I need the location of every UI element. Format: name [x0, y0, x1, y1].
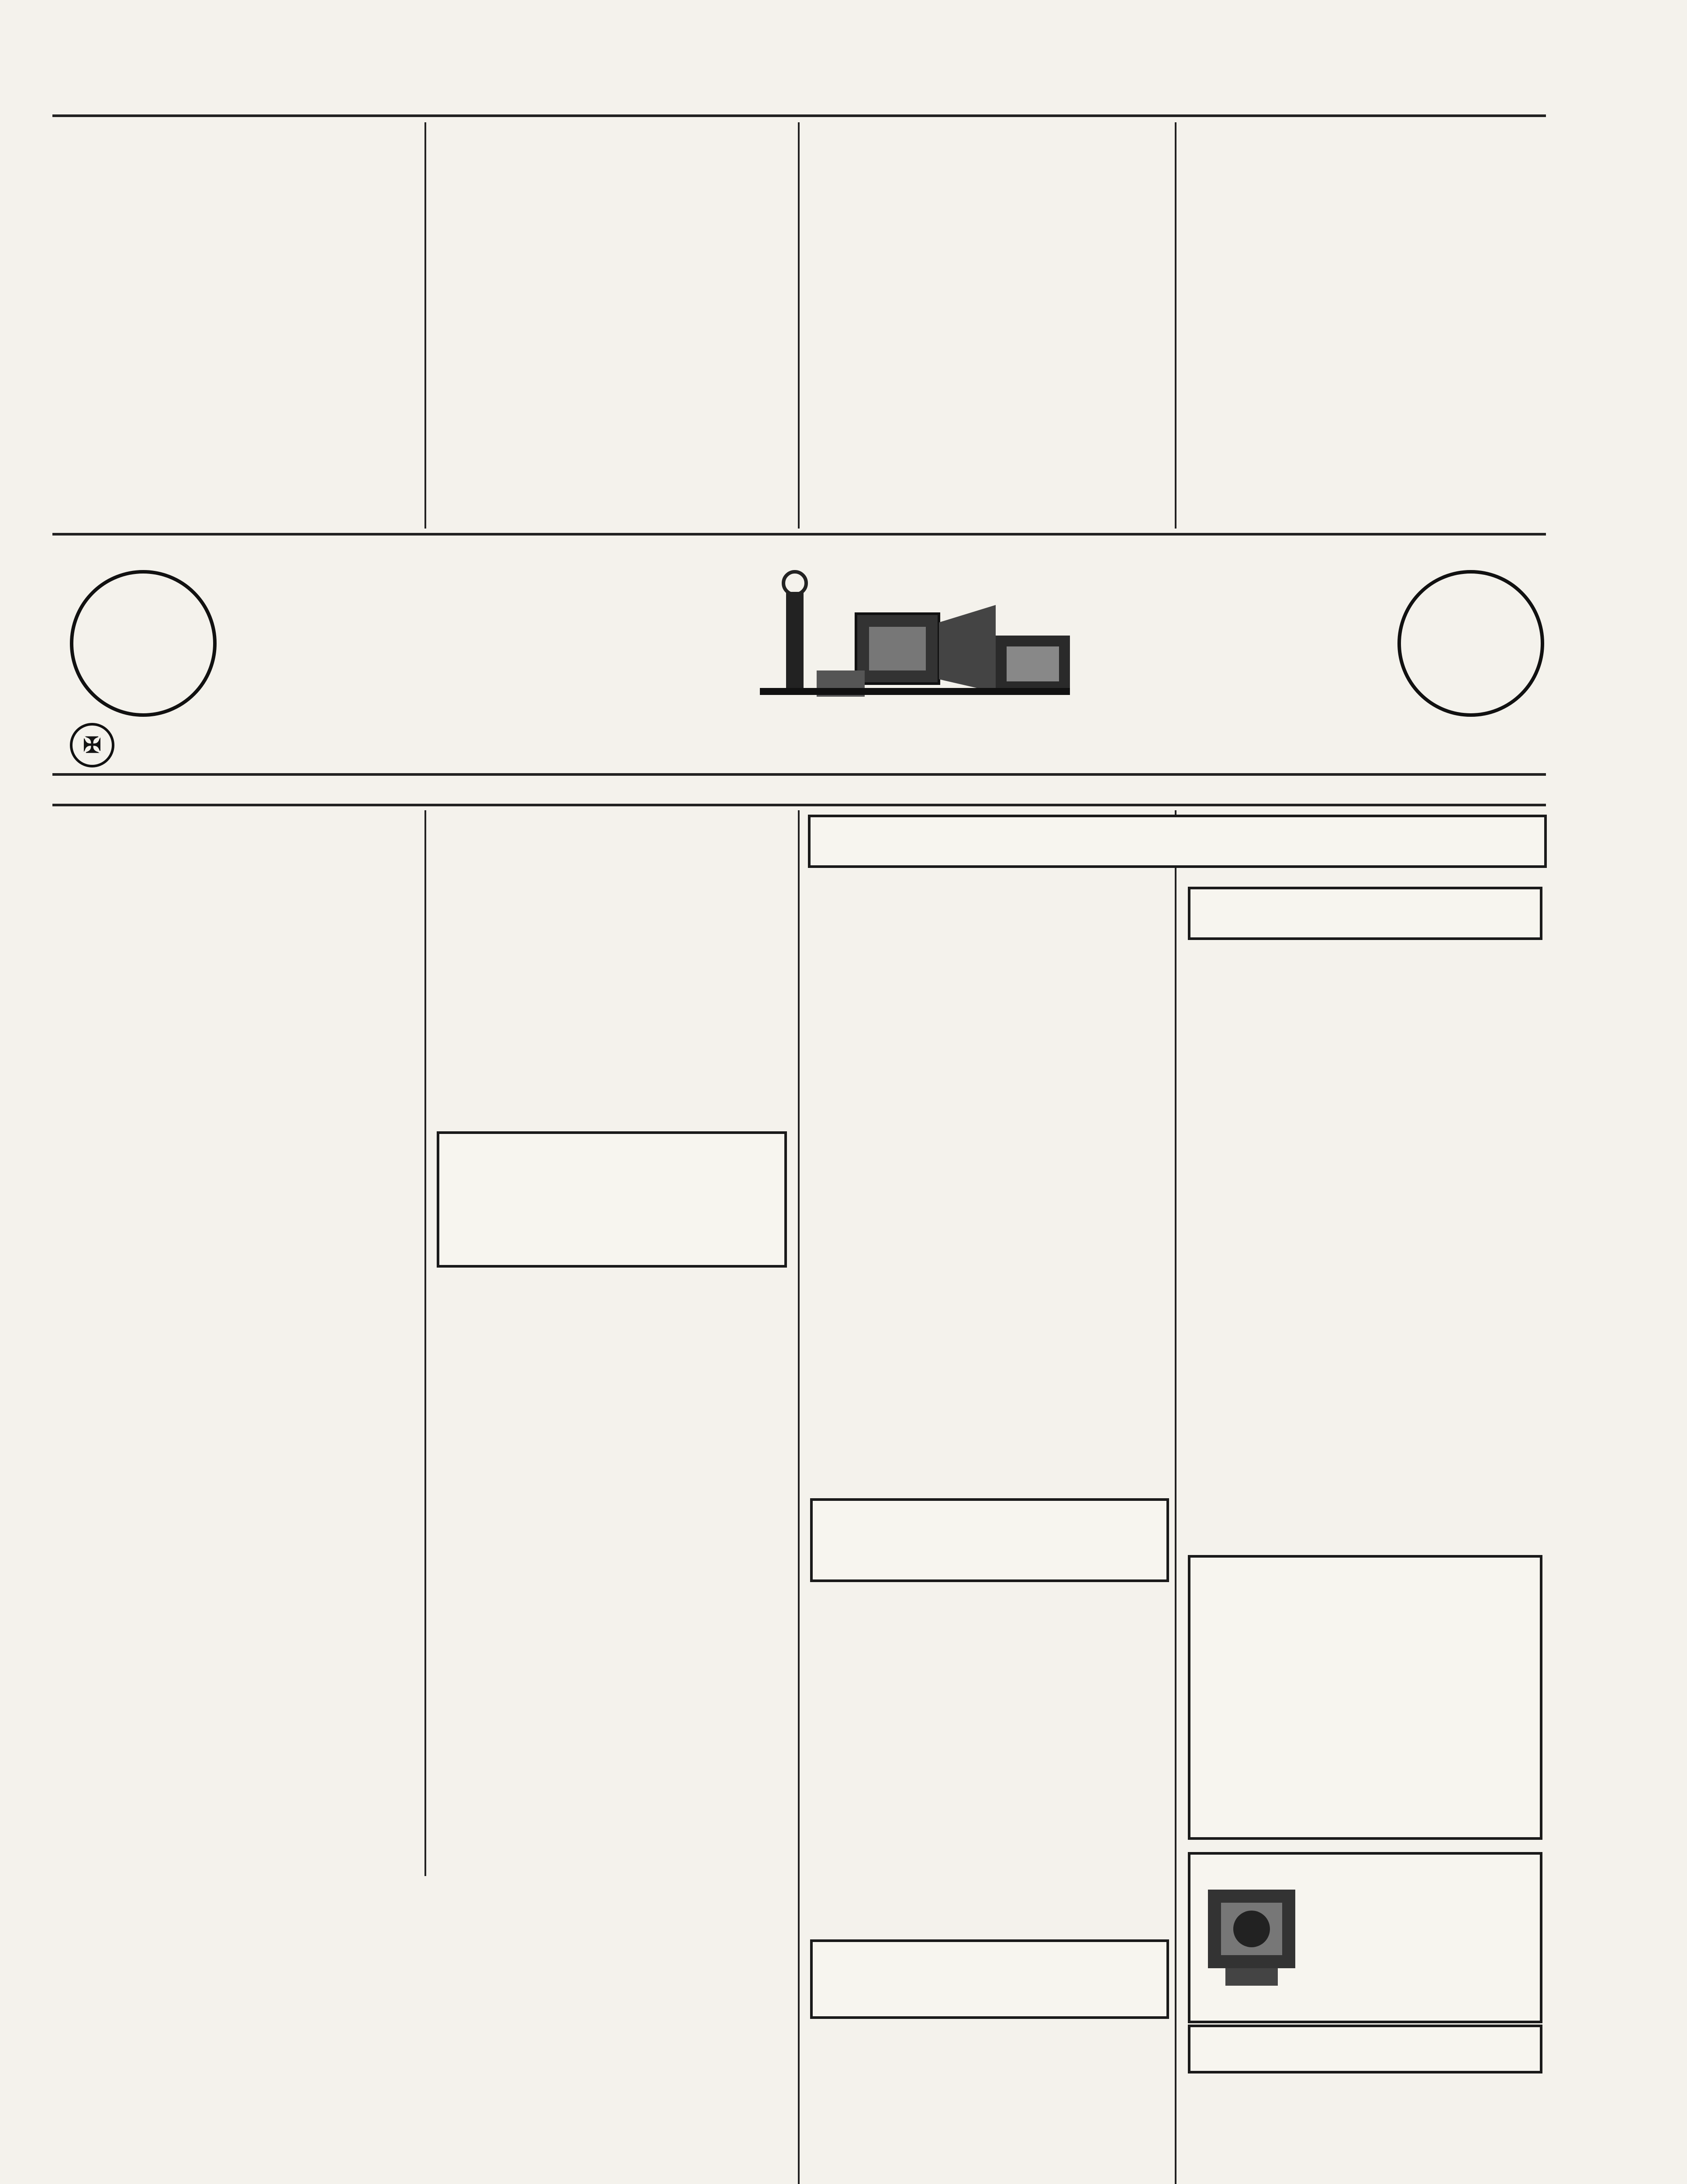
subtitle-rule	[52, 804, 1546, 806]
ad-lichtbildkunde	[1188, 1555, 1542, 1840]
column-kleine-mitteilungen	[57, 127, 415, 134]
photo-ecke-banner	[52, 539, 1546, 784]
column-divider	[798, 122, 800, 529]
column-divider	[424, 122, 426, 529]
column-reisebriefkasten	[1183, 127, 1546, 134]
section-praxis	[806, 1586, 1168, 1591]
section-boerse	[1183, 2075, 1546, 2079]
ad-photohaus-boehm	[810, 1939, 1169, 2019]
column-divider	[798, 810, 800, 2184]
section-ratgeber	[1183, 943, 1546, 950]
column-divider	[1175, 810, 1176, 2184]
klub-logo-icon: ✠	[70, 723, 114, 767]
column-reiseliteratur	[432, 127, 790, 135]
ad-moderne-photoapparate	[1188, 1852, 1542, 2023]
article-bromoeldruck	[57, 817, 415, 825]
camera-icon	[1199, 1872, 1304, 1994]
banner-rule	[52, 533, 1546, 536]
header-rule	[52, 114, 1546, 117]
ad-satrap	[437, 1131, 787, 1268]
photo-boerse-box	[1188, 2025, 1542, 2073]
section-dunkelkammer	[806, 2025, 1168, 2030]
date-badge	[1397, 570, 1544, 717]
banner-bottom-rule	[52, 773, 1546, 776]
ad-egon-schleim	[810, 1498, 1169, 1582]
section-klub-news	[432, 1275, 790, 1281]
ad-voigtlaender	[808, 815, 1547, 868]
photo-ratgeber-box	[1188, 887, 1542, 940]
column-divider	[424, 810, 426, 1876]
issue-badge	[70, 570, 217, 717]
camera-illustration	[751, 566, 1079, 710]
column-divider	[1175, 122, 1176, 529]
